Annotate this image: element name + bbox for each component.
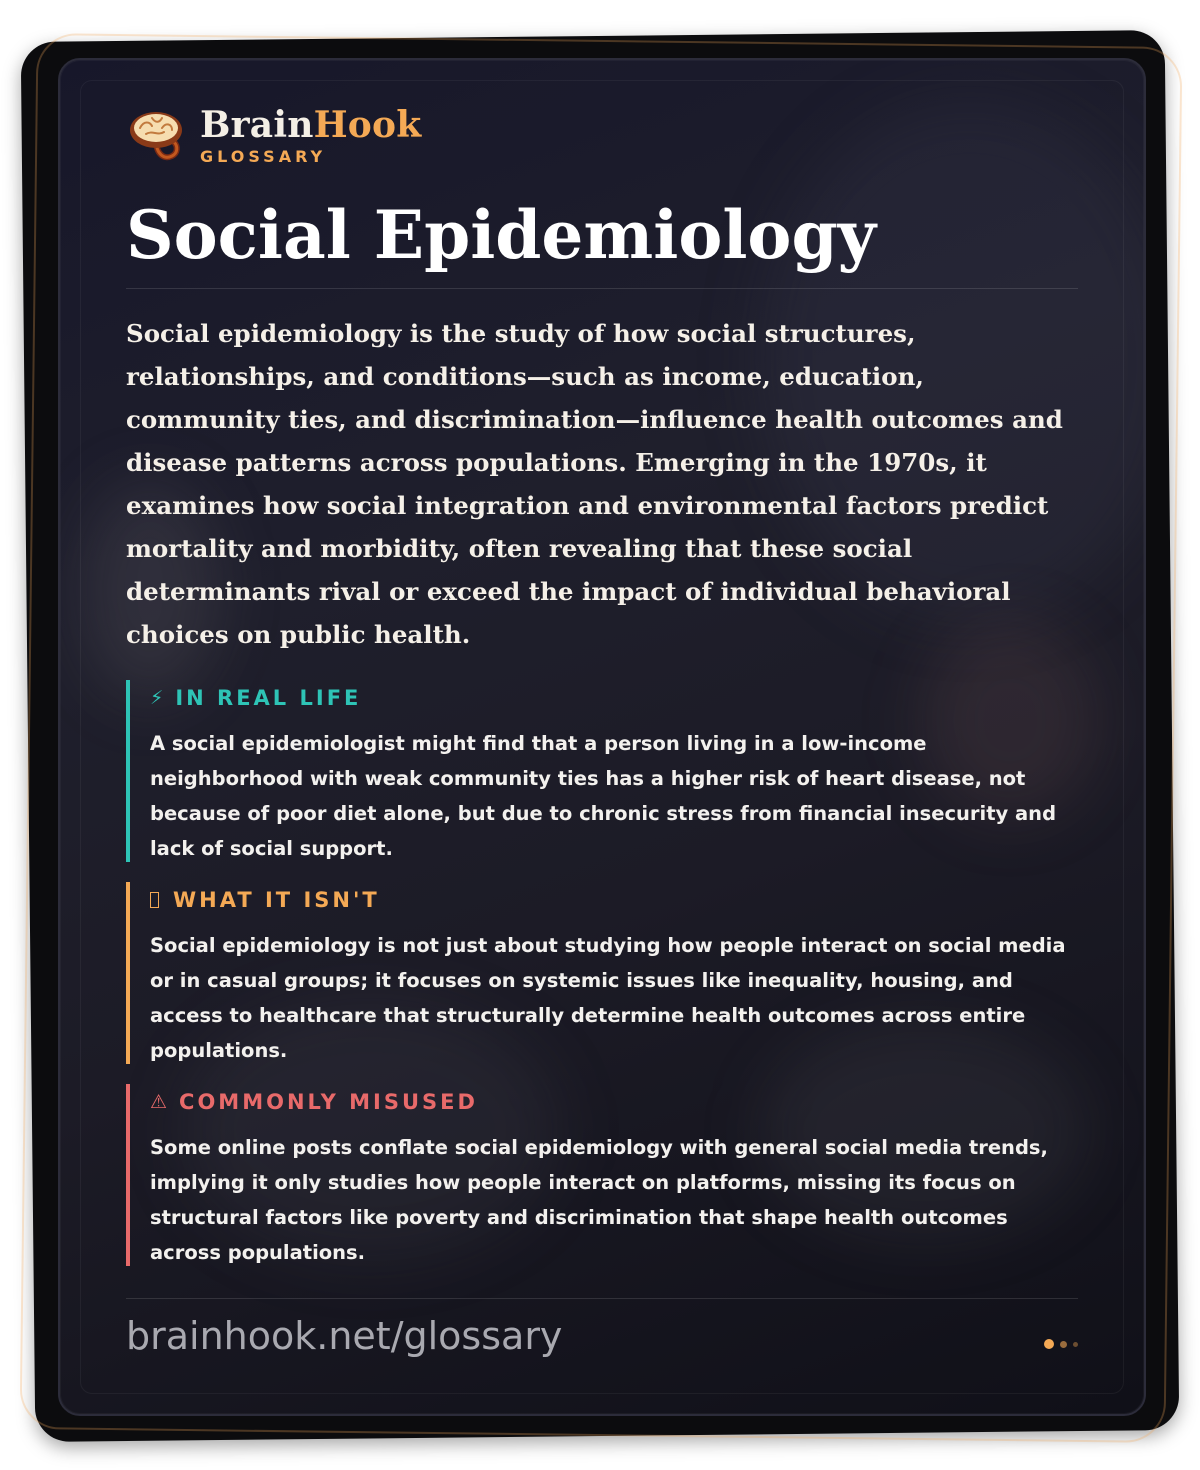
brand-name	[200, 104, 422, 146]
indicator-dot	[1044, 1339, 1054, 1349]
section-accent-bar	[126, 882, 130, 1064]
section-body: Some online posts conflate social epidemiology with general social media trends, implying it only studies how people interact on platforms, missing its focus on structural factors like poverty and discrimination that shape health outcomes across populations.	[150, 1136, 1048, 1264]
indicator-dot	[1060, 1341, 1067, 1348]
page-indicator-dots	[1038, 1339, 1078, 1349]
section-accent-bar	[126, 680, 130, 862]
section-accent-bar	[126, 1084, 130, 1266]
section-heading	[150, 886, 1078, 914]
warning-icon: ⚠	[150, 1091, 168, 1113]
indicator-dot	[1073, 1342, 1078, 1347]
section-in-real-life	[126, 680, 1078, 862]
brand-subtitle: GLOSSARY	[200, 147, 327, 166]
brand-name-part2: Hook	[313, 104, 422, 146]
footer-url[interactable]: brainhook.net/glossary	[126, 1314, 563, 1358]
divider	[126, 288, 1078, 289]
brain-hook-icon	[126, 106, 186, 166]
divider	[126, 1298, 1078, 1299]
section-what-it-isnt	[126, 882, 1078, 1064]
section-body: A social epidemiologist might find that a person living in a low-income neighborhood with weak community ties has a higher risk of heart disease, not because of poor diet alone, but due to chronic stress from financial insecurity and lack of social support.	[150, 732, 1057, 860]
section-heading-text: COMMONLY MISUSED	[179, 1090, 478, 1114]
section-commonly-misused	[126, 1084, 1078, 1266]
section-heading	[150, 684, 1078, 712]
lightning-icon: ⚡	[150, 687, 164, 709]
glossary-card	[58, 58, 1146, 1416]
section-heading	[150, 1088, 1078, 1116]
brand-text	[200, 104, 422, 166]
brand-name-part1: Brain	[200, 104, 314, 146]
brand-header	[126, 106, 421, 166]
box-icon	[150, 892, 159, 908]
section-body: Social epidemiology is not just about studying how people interact on social media or in casual groups; it focuses on systemic issues like inequality, housing, and access to healthcare that structurally determine health outcomes across entire populations.	[150, 934, 1066, 1062]
section-heading-text: IN REAL LIFE	[175, 686, 362, 710]
term-definition: Social epidemiology is the study of how social structures, relationships, and conditions—such as income, education, community ties, and discrimination—influence health outcomes and disease patterns across populations. Emerging in the 1970s, it examines how social integration and environmental factors predict mortality and morbidity, often revealing that these social determinants rival or exceed the impact of individual behavioral choices on public health.	[126, 319, 1063, 649]
term-title: Social Epidemiology	[126, 196, 876, 274]
section-heading-text: WHAT IT ISN'T	[173, 888, 380, 912]
